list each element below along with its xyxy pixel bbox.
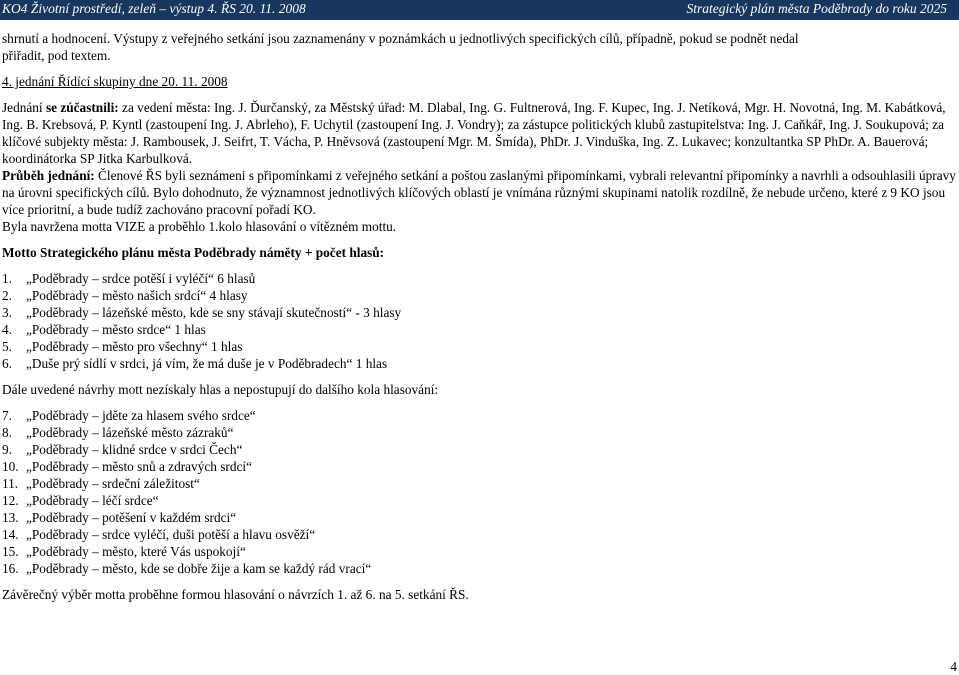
list-item — [2, 475, 956, 492]
list-text: „Poděbrady – srdce potěší i vyléčí“ 6 hlasů — [26, 271, 256, 286]
others-intro: Dále uvedené návrhy mott nezískaly hlas a nepostupují do dalšího kola hlasování: — [2, 382, 439, 397]
list-item — [2, 270, 956, 287]
final-note: Závěrečný výběr motta proběhne formou hlasování o návrzích 1. až 6. na 5. setkání ŘS. — [2, 587, 469, 602]
intro-line-1: shrnutí a hodnocení. Výstupy z veřejného setkání jsou zaznamenány v poznámkách u jednotlivých specifických cílů, případně, pokud se podnět nedal — [2, 31, 799, 46]
list-text: „Poděbrady – lázeňské město, kde se sny stávají skutečností“ - 3 hlasy — [26, 305, 402, 320]
list-number: 2. — [2, 288, 12, 303]
attendance-text: za vedení města: Ing. J. Ďurčanský, za Městský úřad: M. Dlabal, Ing. G. Fultnerová, Ing. F. Kupec, Ing. J. Netíková, Mgr. H. Novotná, Ing. M. Kabátková, Ing. B. Krebsová, P. Kyntl (zastoupení Ing. J. Abrleho), F. Uchytil (zastoupení Ing. J. Vondry); za zástupce politických klubů zastupitelstva: Ing. J. Caňkář, Ing. J. Soukupová; za klíčové subjekty města: J. Rambousek, J. Seifrt, T. Vácha, P. Hněvsová (zastoupení Mgr. M. Šmída), PhDr. J. Vinduška, Ing. Z. Lukavec; konzultantka SP PhDr. A. Bauerová; koordinátorka SP Jitka Karbulková. — [2, 100, 946, 166]
course-paragraph — [2, 167, 956, 218]
list-number: 9. — [2, 442, 12, 457]
list-text: „Poděbrady – klidné srdce v srdci Čech“ — [26, 442, 243, 457]
course-text: Členové ŘS byli seznámeni s připomínkami z veřejného setkání a poštou zaslanými připomínkami, vybrali relevantní připomínky a navrhli a odsouhlasili úpravy na úrovni specifických cílů. Bylo dohodnuto, že významnost jednotlivých klíčových oblastí je vnímána různými skupinami natolik rozdílně, že nebude určeno, které z 9 KO jsou více prioritní, a bude tudíž zachováno pracovní pořadí KO. — [2, 168, 956, 217]
list-item — [2, 492, 956, 509]
course-label: Průběh jednání: — [2, 168, 95, 183]
list-text: „Poděbrady – město srdce“ 1 hlas — [26, 322, 206, 337]
list-text: „Poděbrady – město snů a zdravých srdcí“ — [26, 459, 252, 474]
attendance-label: se zúčastnili: — [45, 100, 119, 115]
intro-line-2: přiřadit, pod textem. — [2, 48, 111, 63]
document-body — [2, 30, 956, 603]
list-item — [2, 304, 956, 321]
list-item — [2, 424, 956, 441]
header-left-title: KO4 Životní prostředí, zeleň – výstup 4. ŘS 20. 11. 2008 — [2, 1, 306, 16]
list-item — [2, 526, 956, 543]
meeting-title: 4. jednání Řídící skupiny dne 20. 11. 2008 — [2, 74, 228, 89]
page-number: 4 — [950, 659, 957, 674]
list-number: 15. — [2, 544, 19, 559]
list-item — [2, 560, 956, 577]
list-text: „Poděbrady – město pro všechny“ 1 hlas — [26, 339, 243, 354]
list-text: „Poděbrady – potěšení v každém srdci“ — [26, 510, 237, 525]
list-item — [2, 338, 956, 355]
list-text: „Poděbrady – lázeňské město zázraků“ — [26, 425, 234, 440]
voted-motto-list — [2, 270, 956, 372]
list-number: 1. — [2, 271, 12, 286]
vize-text: Byla navržena motta VIZE a proběhlo 1.kolo hlasování o vítězném mottu. — [2, 219, 397, 234]
motto-heading: Motto Strategického plánu města Poděbrady náměty + počet hlasů: — [2, 245, 385, 260]
list-item — [2, 509, 956, 526]
list-text: „Poděbrady – město našich srdcí“ 4 hlasy — [26, 288, 248, 303]
list-text: „Poděbrady – město, které Vás uspokojí“ — [26, 544, 246, 559]
list-number: 4. — [2, 322, 12, 337]
other-motto-list — [2, 407, 956, 577]
list-text: „Poděbrady – léčí srdce“ — [26, 493, 159, 508]
list-text: „Poděbrady – jděte za hlasem svého srdce“ — [26, 408, 256, 423]
header-right-title: Strategický plán města Poděbrady do roku 2025 — [686, 1, 947, 16]
list-number: 13. — [2, 510, 19, 525]
attendance-prefix: Jednání — [2, 100, 46, 115]
list-text: „Poděbrady – město, kde se dobře žije a kam se každý rád vrací“ — [26, 561, 372, 576]
list-number: 6. — [2, 356, 12, 371]
list-item — [2, 321, 956, 338]
attendance-paragraph — [2, 99, 956, 167]
list-number: 5. — [2, 339, 12, 354]
list-number: 14. — [2, 527, 19, 542]
list-number: 3. — [2, 305, 12, 320]
list-item — [2, 355, 956, 372]
list-item — [2, 407, 956, 424]
list-number: 12. — [2, 493, 19, 508]
list-text: „Poděbrady – srdeční záležitost“ — [26, 476, 200, 491]
list-number: 11. — [2, 476, 19, 491]
list-number: 8. — [2, 425, 12, 440]
page-header — [0, 0, 959, 20]
list-item — [2, 287, 956, 304]
list-text: „Poděbrady – srdce vyléčí, duši potěší a hlavu osvěží“ — [26, 527, 316, 542]
list-number: 10. — [2, 459, 19, 474]
list-number: 7. — [2, 408, 12, 423]
list-text: „Duše prý sídlí v srdci, já vím, že má duše je v Poděbradech“ 1 hlas — [26, 356, 388, 371]
list-number: 16. — [2, 561, 19, 576]
list-item — [2, 543, 956, 560]
list-item — [2, 441, 956, 458]
list-item — [2, 458, 956, 475]
